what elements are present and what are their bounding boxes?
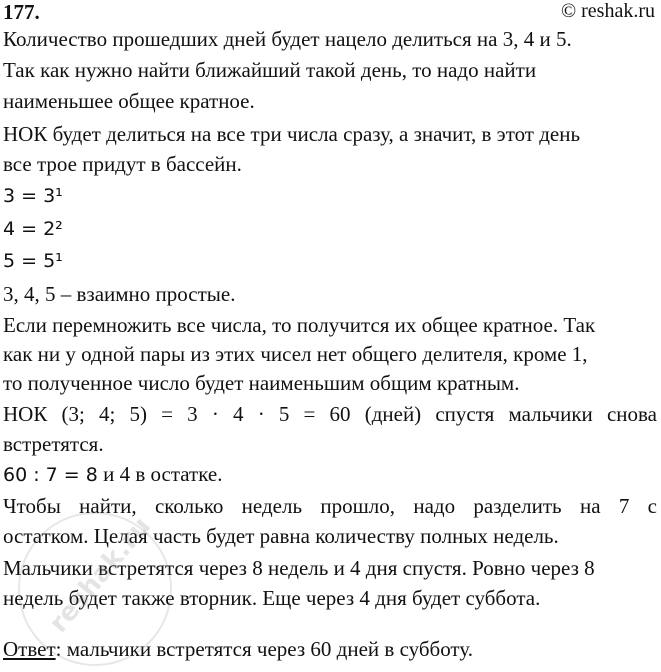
text-line-17: остатком. Целая часть будет равна количеству полных недель. (3, 524, 559, 548)
watermark-text: reshak.ru (43, 511, 157, 639)
text-line-2: Так как нужно найти ближайший такой день, то надо найти (3, 58, 537, 82)
source-label: © reshak.ru (560, 0, 655, 22)
text-line-5: все трое придут в бассейн. (3, 152, 242, 176)
division-line (3, 462, 222, 487)
factor-5: 5 = 5¹ (3, 250, 63, 272)
factor-4: 4 = 2² (3, 218, 63, 240)
text-line-16: Чтобы найти, сколько недель прошло, надо разделить на 7 с (3, 494, 657, 518)
text-line-14: встретятся. (3, 432, 104, 456)
text-line-coprime: 3, 4, 5 – взаимно простые. (3, 282, 236, 306)
text-line-4: НОК будет делиться на все три числа сразу, а значит, в этот день (3, 122, 581, 146)
division-remainder: и 4 в остатке. (97, 462, 223, 486)
text-line-18: Мальчики встретятся через 8 недель и 4 дня спустя. Ровно через 8 (3, 556, 595, 580)
text-line-19: недель будет также вторник. Еще через 4 дня будет суббота. (3, 586, 541, 610)
answer-line (3, 637, 473, 662)
lcm-equation-line: НОК (3; 4; 5) = 3 · 4 · 5 = 60 (дней) спустя мальчики снова (3, 402, 657, 426)
text-line-12: то полученное число будет наименьшим общим кратным. (3, 371, 520, 395)
task-number: 177. (3, 0, 40, 24)
text-line-10: Если перемножить все числа, то получится их общее кратное. Так (3, 313, 596, 337)
division-expression: 60 : 7 = 8 (3, 464, 98, 486)
factor-3: 3 = 3¹ (3, 185, 63, 207)
text-line-3: наименьшее общее кратное. (3, 89, 255, 113)
answer-text: : мальчики встретятся через 60 дней в субботу. (55, 637, 473, 661)
text-line-11: как ни у одной пары из этих чисел нет общего делителя, кроме 1, (3, 342, 588, 366)
answer-label: Ответ (3, 637, 56, 661)
text-line-1: Количество прошедших дней будет нацело делиться на 3, 4 и 5. (3, 27, 572, 51)
